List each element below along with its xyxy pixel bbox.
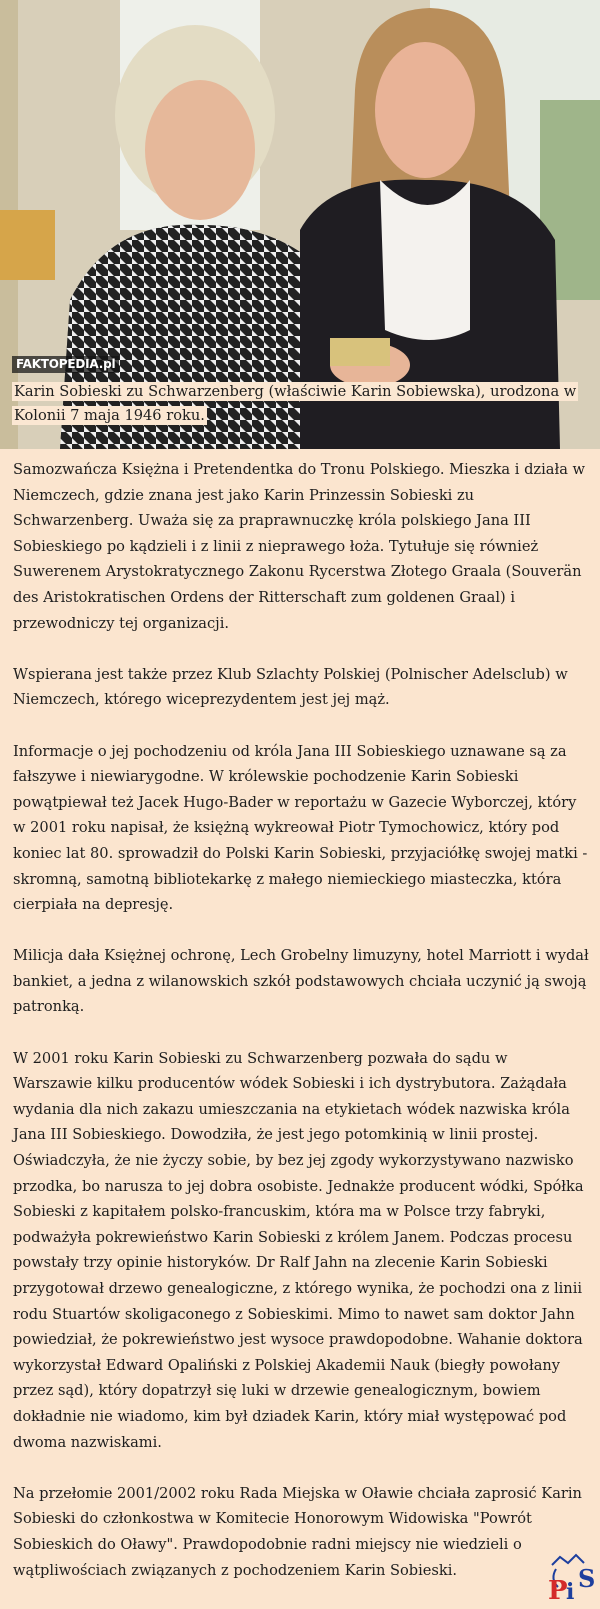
logo-letter-p: P xyxy=(548,1576,568,1603)
article-paragraph: Milicja dała Księżnej ochronę, Lech Grobelny limuzyny, hotel Marriott i wydał bankiet, a jedna z wilanowskich szkół podstawowych chciała uczynić ją swoją patronką. xyxy=(13,947,589,1016)
article-paragraph: W 2001 roku Karin Sobieski zu Schwarzenberg pozwała do sądu w Warszawie kilku producentów wódek Sobieski i ich dystrybutora. Zażądała wydania dla nich zakazu umieszczania na etykietach wódek nazwiska króla Jana III Sobieskiego. Dowodziła, że jest jego potomkinią w linii prostej. Oświadczyła, że nie życzy sobie, by bez jej zgody wykorzystywano nazwisko przodka, bo narusza to jej dobra osobiste. Jednakże producent wódki, Spółka Sobieski z kapitałem polsko-francuskim, która ma w Polsce trzy fabryki, podważyła pokrewieństwo Karin Sobieski z królem Janem. Podczas procesu powstały trzy opinie historyków. Dr Ralf Jahn na zlecenie Karin Sobieski przygotował drzewo genealogiczne, z którego wynika, że pochodzi ona z linii rodu Stuartów skoligaconego z Sobieskimi. Mimo to nawet sam doktor Jahn powiedział, że pokrewieństwo jest wysoce prawdopodobne. Wahanie doktora wykorzystał Edward Opaliński z Polskiej Akademii Nauk (biegły powołany przez sąd), który dopatrzył się luki w drzewie genealogicznym, bowiem dokładnie nie wiadomo, kim był dziadek Karin, który miał występować pod dwoma nazwiskami. xyxy=(13,1049,584,1451)
logo-mark-icon xyxy=(546,1547,598,1603)
article-paragraph: Wspierana jest także przez Klub Szlachty Polskiej (Polnischer Adelsclub) w Niemczech, którego wiceprezydentem jest jej mąż. xyxy=(13,665,568,709)
logo-letter-i: i xyxy=(566,1579,575,1603)
logo-letter-s: S xyxy=(578,1564,596,1593)
article-paragraph: Samozwańcza Księżna i Pretendentka do Tronu Polskiego. Mieszka i działa w Niemczech, gdzie znana jest jako Karin Prinzessin Sobieski zu Schwarzenberg. Uważa się za praprawnuczkę króla polskiego Jana III Sobieskiego po kądzieli i z linii z nieprawego łoża. Tytułuje się również Suwerenem Arystokratycznego Zakonu Rycerstwa Złotego Graala (Souverän des Aristokratischen Ordens der Ritterschaft zum goldenen Graal) i przewodniczy tej organizacji. xyxy=(13,461,586,632)
photo-caption xyxy=(12,380,592,428)
photo-caption-text: Karin Sobieski zu Schwarzenberg (właściwie Karin Sobiewska), urodzona w Kolonii 7 maja 1946 roku. xyxy=(14,383,577,424)
article-photo xyxy=(0,0,600,449)
faktopedia-watermark: FAKTOPEDIA.pl xyxy=(12,356,119,373)
article-body xyxy=(13,457,591,1583)
site-logo-icon[interactable] xyxy=(546,1547,598,1603)
article-paragraph: Informacje o jej pochodzeniu od króla Jana III Sobieskiego uznawane są za fałszywe i niewiarygodne. W królewskie pochodzenie Karin Sobieski powątpiewał też Jacek Hugo-Bader w reportażu w Gazecie Wyborczej, który w 2001 roku napisał, że księżną wykreował Piotr Tymochowicz, który pod koniec lat 80. sprowadził do Polski Karin Sobieski, przyjaciółkę swojej matki - skromną, samotną bibliotekarkę z małego niemieckiego miasteczka, która cierpiała na depresję. xyxy=(13,742,588,914)
article-paragraph: Na przełomie 2001/2002 roku Rada Miejska w Oławie chciała zaprosić Karin Sobieski do członkostwa w Komitecie Honorowym Widowiska "Powrót Sobieskich do Oławy". Prawdopodobnie radni miejscy nie wiedzieli o wątpliwościach związanych z pochodzeniem Karin Sobieski. xyxy=(13,1484,582,1579)
